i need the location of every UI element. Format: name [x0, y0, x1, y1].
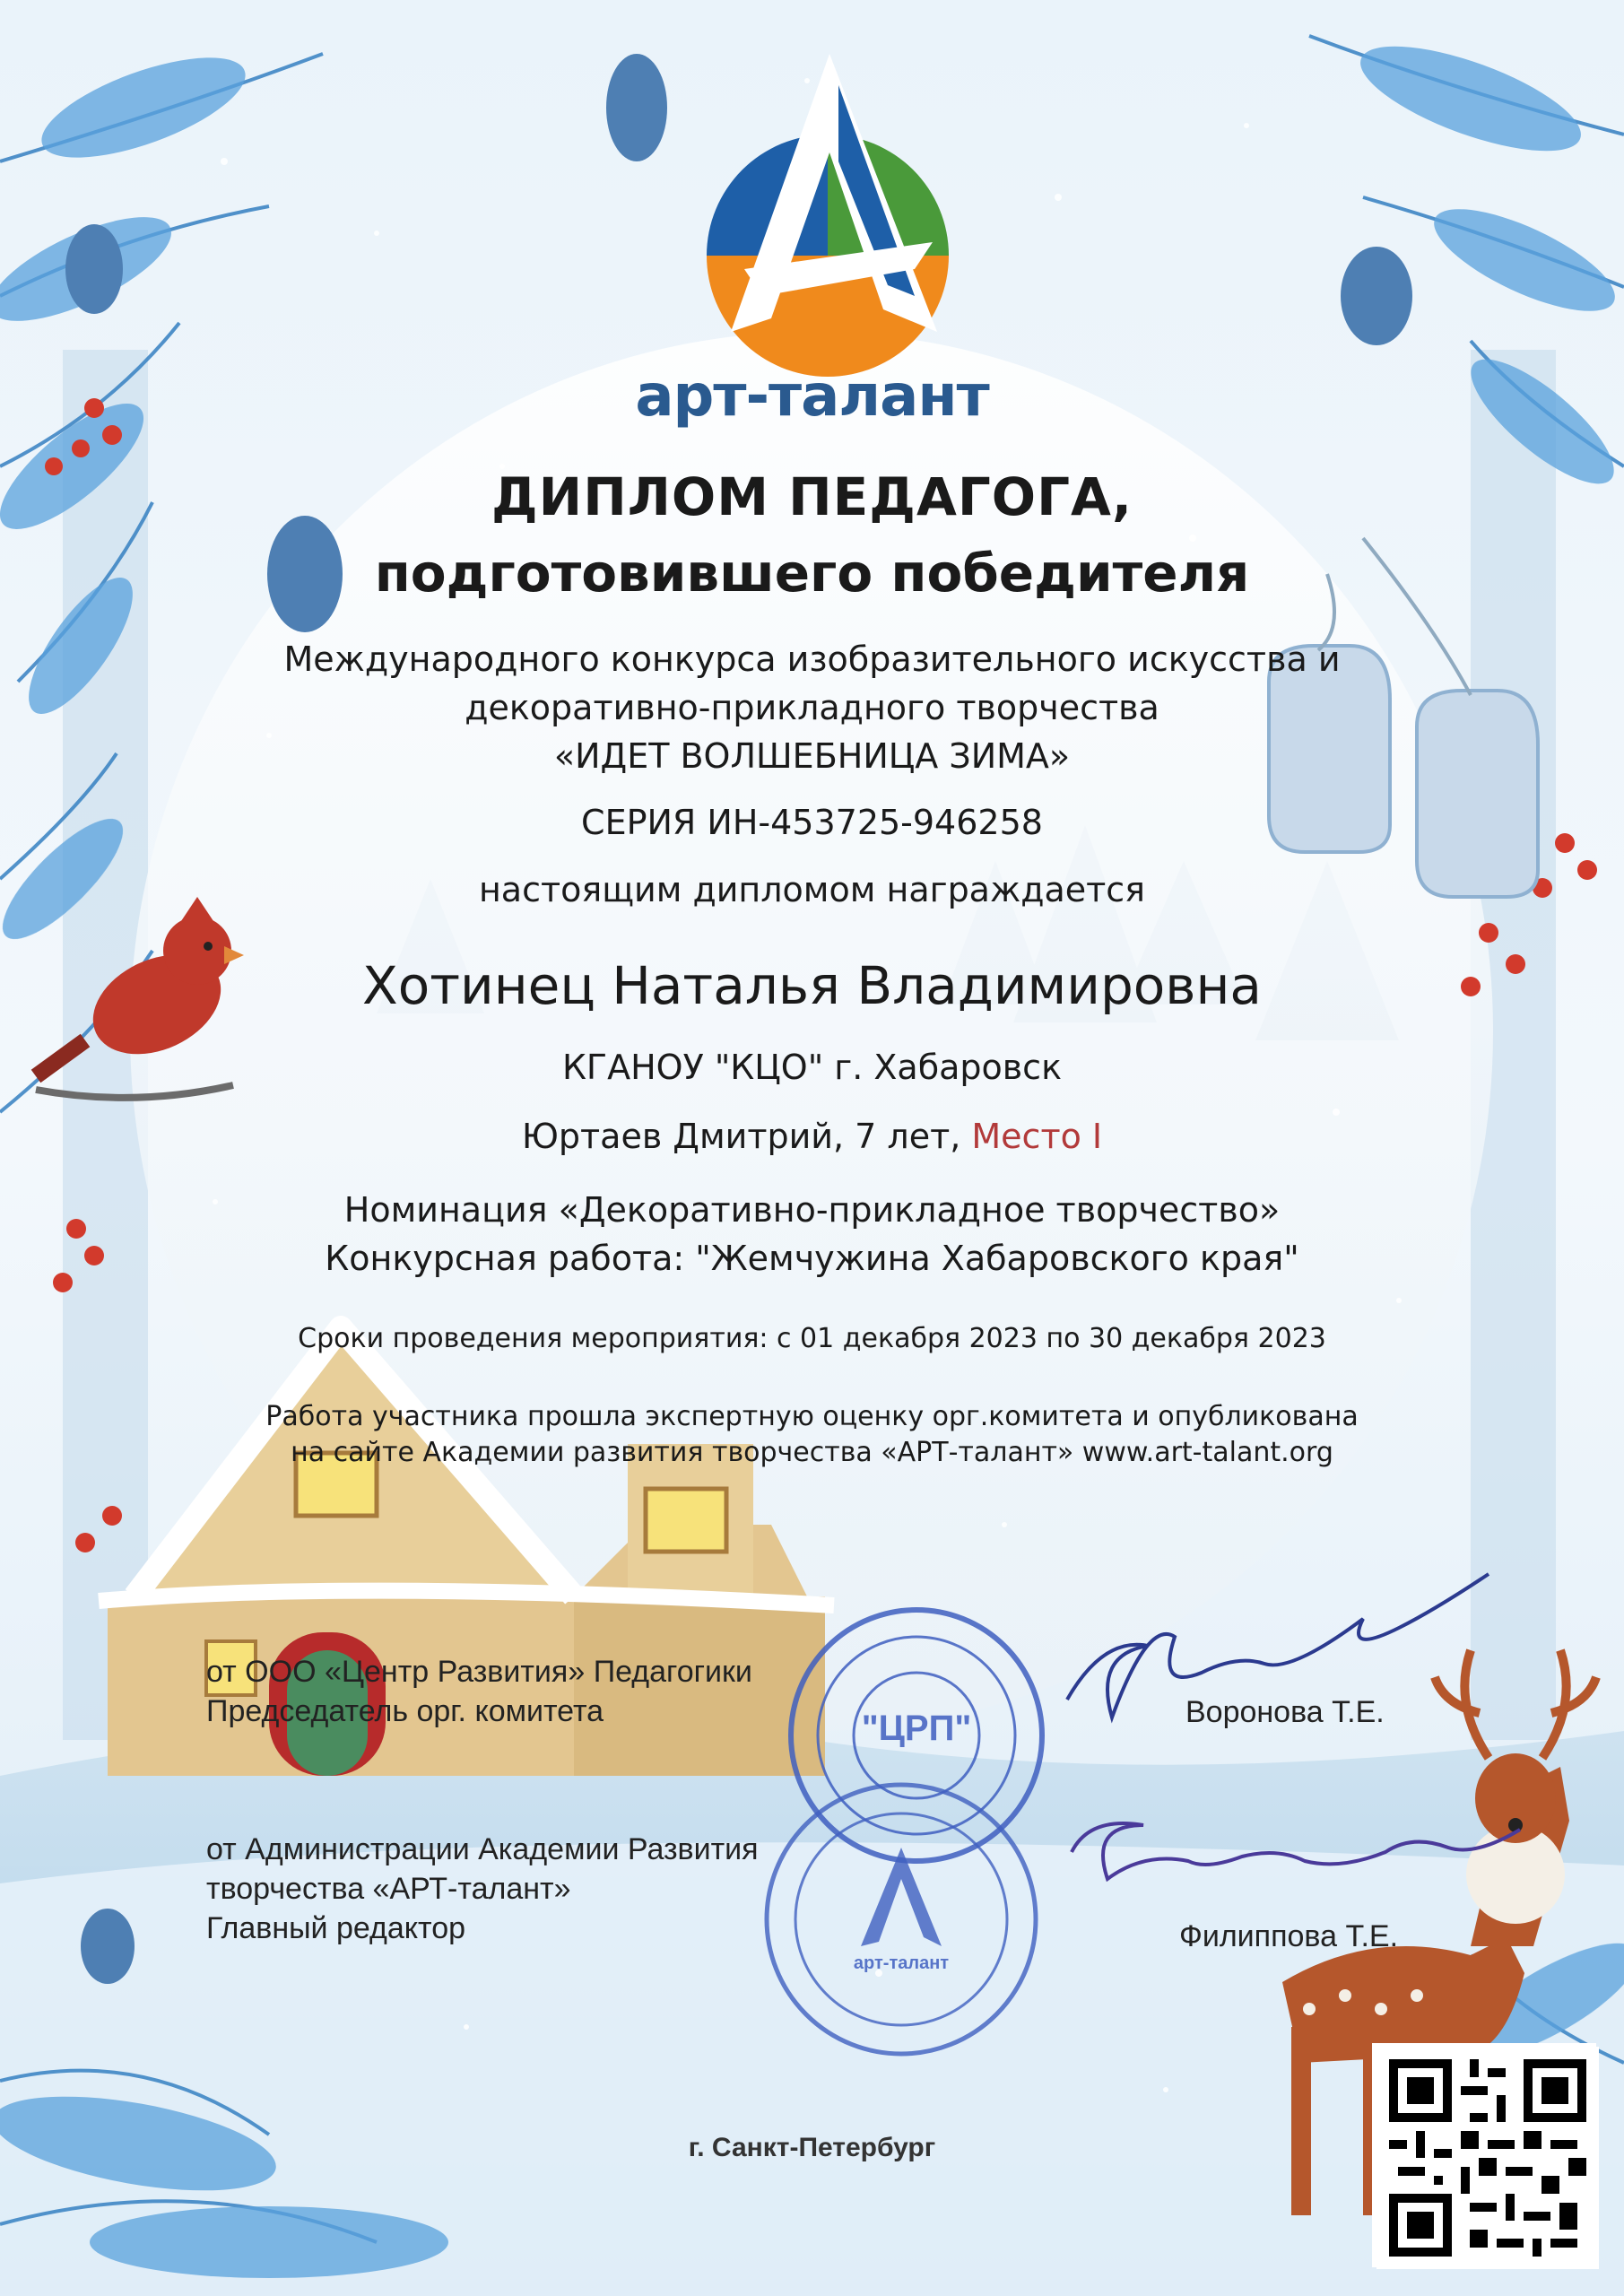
logo-wordmark: арт-талант [635, 363, 989, 430]
recipient-name: Хотинец Наталья Владимировна [362, 955, 1262, 1016]
event-dates: Сроки проведения мероприятия: с 01 декабря 2023 по 30 декабря 2023 [298, 1323, 1326, 1354]
participant-line [0, 1117, 1624, 1156]
awarded-text: настоящим дипломом награждается [478, 870, 1146, 909]
sig2-line-2: творчества «АРТ-талант» [206, 1872, 571, 1906]
place-badge: Место I [971, 1117, 1103, 1156]
qr-code-icon [1380, 2050, 1595, 2266]
sig1-line-2: Председатель орг. комитета [206, 1694, 604, 1728]
participant: Юртаев Дмитрий, 7 лет, [521, 1117, 961, 1156]
note-line-2: на сайте Академии развития творчества «АРТ-талант» www.art-talant.org [291, 1437, 1333, 1468]
contest-work: Конкурсная работа: "Жемчужина Хабаровского края" [325, 1239, 1299, 1278]
sig1-line-1: от ООО «Центр Развития» Педагогики [206, 1655, 752, 1689]
sig2-name: Филиппова Т.Е. [1179, 1919, 1399, 1953]
city: г. Санкт-Петербург [688, 2133, 936, 2162]
diploma-title: ДИПЛОМ ПЕДАГОГА, [491, 466, 1133, 527]
signature-block-2 [206, 1830, 759, 1948]
contest-line-1: Международного конкурса изобразительного искусства и [283, 639, 1341, 679]
series-number: СЕРИЯ ИН-453725-946258 [581, 803, 1043, 842]
qr-code [1376, 2047, 1599, 2269]
signature-block-1 [206, 1652, 752, 1731]
organization: КГАНОУ "КЦО" г. Хабаровск [561, 1048, 1063, 1087]
contest-name: «ИДЕТ ВОЛШЕБНИЦА ЗИМА» [553, 736, 1071, 776]
sig2-line-1: от Администрации Академии Развития [206, 1832, 759, 1866]
stamp-crp: "ЦРП" [861, 1709, 972, 1748]
sig1-name: Воронова Т.Е. [1185, 1695, 1385, 1729]
note-line-1: Работа участника прошла экспертную оценку орг.комитета и опубликована [265, 1401, 1359, 1432]
sig2-line-3: Главный редактор [206, 1911, 466, 1945]
nomination: Номинация «Декоративно-прикладное творчество» [343, 1190, 1281, 1230]
stamp-art-talant: арт-талант [853, 1953, 950, 1973]
diploma-subtitle: подготовившего победителя [374, 543, 1250, 604]
contest-line-2: декоративно-прикладного творчества [465, 688, 1159, 727]
